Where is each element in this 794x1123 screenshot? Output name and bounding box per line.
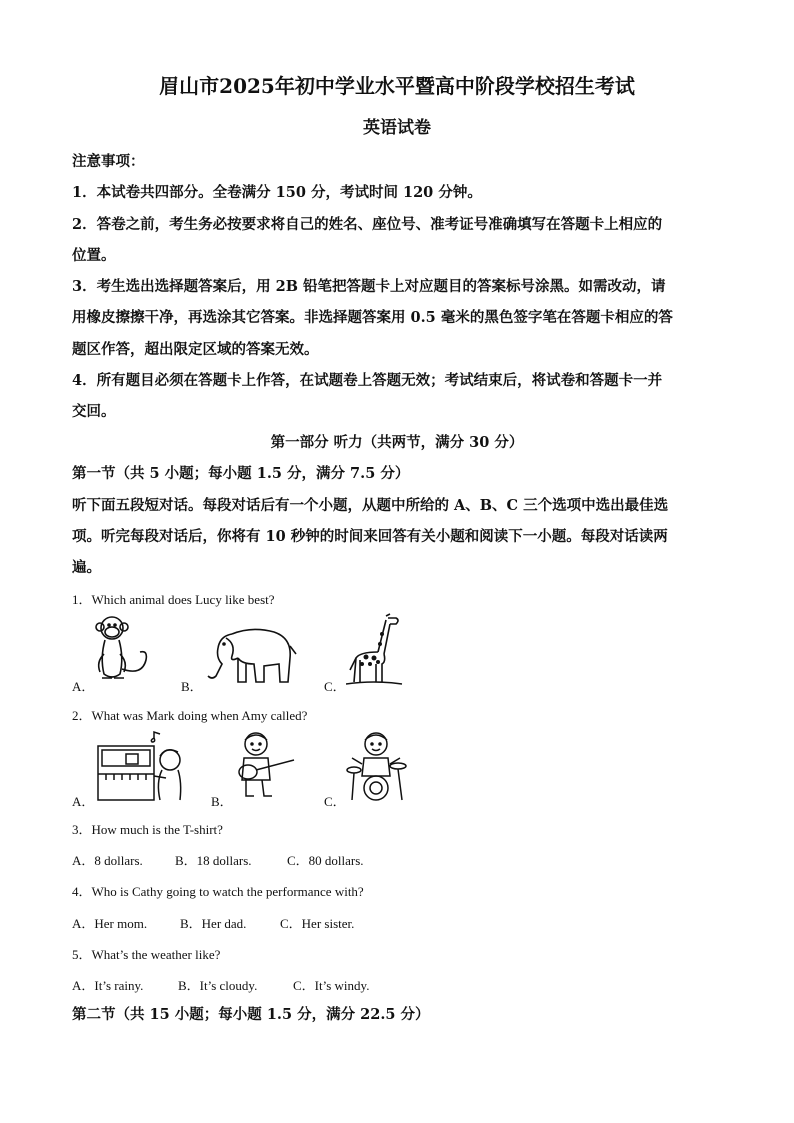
option-b: B．Her dad. [180, 916, 247, 931]
section1-heading: 第一节（共 5 小题；每小题 1.5 分，满分 7.5 分） [72, 465, 410, 482]
section1-instruction: 项。听完每段对话后，你将有 10 秒钟的时间来回答有关小题和阅读下一小题。每段对话读两 [72, 528, 668, 545]
question-2: 2．What was Mark doing when Amy called? [72, 708, 308, 723]
option-label: A． [72, 794, 95, 809]
note-line: 1．本试卷共四部分。全卷满分 150 分，考试时间 120 分钟。 [72, 184, 482, 201]
exam-subtitle: 英语试卷 [363, 118, 431, 138]
option-b: B．It’s cloudy. [178, 978, 258, 993]
option-label: C． [324, 794, 346, 809]
piano-boy-icon [96, 730, 186, 802]
note-line: 交回。 [72, 403, 116, 420]
note-line: 位置。 [72, 247, 116, 264]
option-label: B． [211, 794, 233, 809]
drums-boy-icon [346, 730, 408, 802]
question-4: 4．Who is Cathy going to watch the performance with? [72, 884, 364, 899]
question-3: 3．How much is the T-shirt? [72, 822, 223, 837]
option-a: A．It’s rainy. [72, 978, 144, 993]
note-line: 2．答卷之前，考生务必按要求将自己的姓名、座位号、准考证号准确填写在答题卡上相应的 [72, 216, 663, 233]
question-1: 1．Which animal does Lucy like best? [72, 592, 275, 607]
part1-heading: 第一部分 听力（共两节，满分 30 分） [270, 434, 524, 451]
guitar-boy-icon [232, 730, 296, 802]
section1-instruction: 遍。 [72, 559, 101, 576]
section2-heading: 第二节（共 15 小题；每小题 1.5 分，满分 22.5 分） [72, 1006, 430, 1023]
section1-instruction: 听下面五段短对话。每段对话后有一个小题，从题中所给的 A、B、C 三个选项中选出最佳选 [72, 497, 669, 514]
option-c: C．Her sister. [280, 916, 355, 931]
exam-title: 眉山市2025年初中学业水平暨高中阶段学校招生考试 [159, 74, 635, 98]
option-c: C．It’s windy. [293, 978, 370, 993]
option-a: A．Her mom. [72, 916, 148, 931]
monkey-icon [90, 614, 156, 686]
option-label: A． [72, 679, 95, 694]
notes-heading: 注意事项： [72, 153, 145, 170]
note-line: 用橡皮擦擦干净，再选涂其它答案。非选择题答案用 0.5 毫米的黑色签字笔在答题卡相应的答 [72, 309, 673, 326]
option-label: B． [181, 679, 203, 694]
note-line: 题区作答，超出限定区域的答案无效。 [72, 341, 319, 358]
option-a: A．8 dollars. [72, 853, 143, 868]
option-label: C． [324, 679, 346, 694]
giraffe-icon [346, 612, 404, 688]
question-5: 5．What’s the weather like? [72, 947, 221, 962]
elephant-icon [202, 624, 298, 686]
note-line: 3．考生选出选择题答案后，用 2B 铅笔把答题卡上对应题目的答案标号涂黑。如需改动，请 [72, 278, 666, 295]
note-line: 4．所有题目必须在答题卡上作答，在试题卷上答题无效；考试结束后，将试卷和答题卡一并 [72, 372, 663, 389]
option-c: C．80 dollars. [287, 853, 364, 868]
option-b: B．18 dollars. [175, 853, 252, 868]
